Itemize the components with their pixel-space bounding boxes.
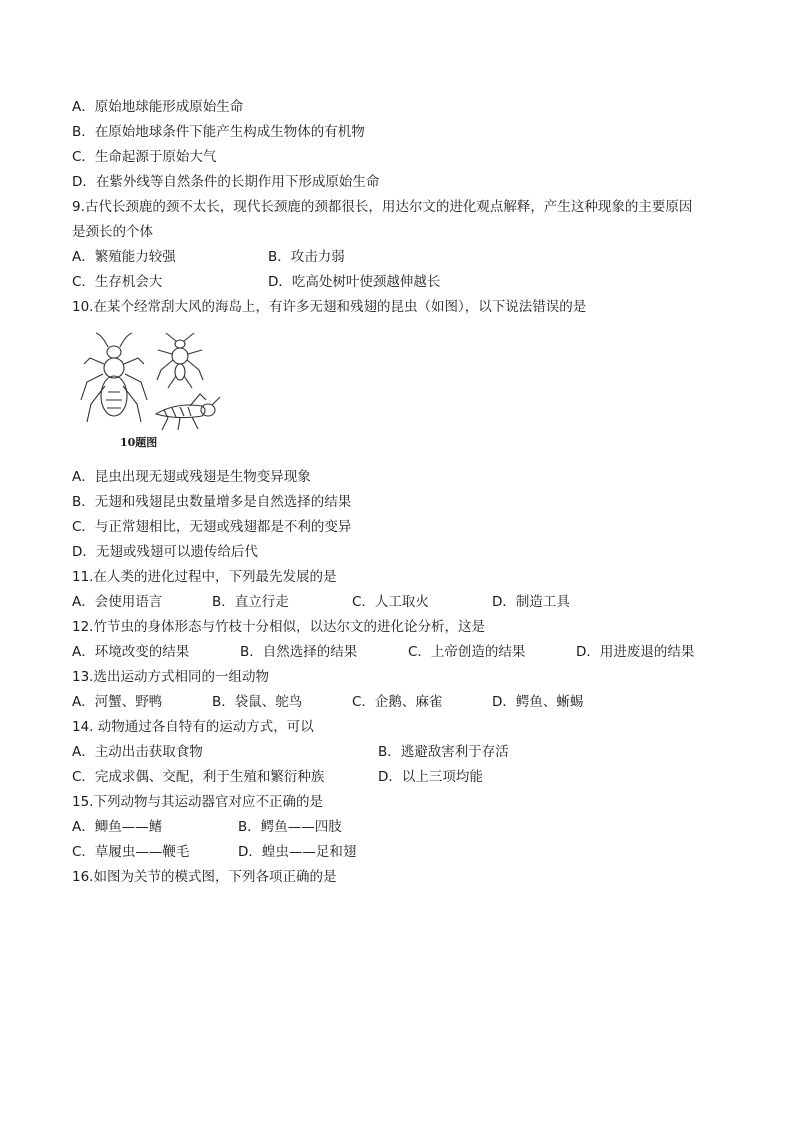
q13-option-b: B．袋鼠、鸵鸟 [212, 694, 303, 710]
q9-option-b: B．攻击力弱 [268, 249, 345, 265]
q13-option-a: A．河蟹、野鸭 [72, 694, 163, 710]
q12-option-b: B．自然选择的结果 [240, 644, 358, 660]
q8-option-a: A．原始地球能形成原始生命 [72, 99, 244, 115]
q12-option-d: D．用进废退的结果 [576, 644, 695, 660]
q14-stem: 14. 动物通过各自特有的运动方式，可以 [72, 719, 314, 735]
q15-stem: 15.下列动物与其运动器官对应不正确的是 [72, 794, 323, 810]
q13-option-c: C．企鹅、麻雀 [352, 694, 443, 710]
q15-option-c: C．草履虫——鞭毛 [72, 844, 190, 860]
q10-option-c: C．与正常翅相比，无翅或残翅都是不利的变异 [72, 519, 352, 535]
q9-stem-line1: 9.古代长颈鹿的颈不太长，现代长颈鹿的颈都很长，用达尔文的进化观点解释，产生这种现象的主要原因 [72, 199, 693, 215]
q11-stem: 11.在人类的进化过程中，下列最先发展的是 [72, 569, 337, 585]
q10-option-b: B．无翅和残翅昆虫数量增多是自然选择的结果 [72, 494, 352, 510]
insect-figure [72, 330, 222, 454]
figure-caption: 10题图 [120, 436, 158, 449]
q15-option-b: B．鳄鱼——四肢 [238, 819, 342, 835]
q8-option-c: C．生命起源于原始大气 [72, 149, 217, 165]
q10-option-a: A．昆虫出现无翅或残翅是生物变异现象 [72, 469, 311, 485]
q12-option-a: A．环境改变的结果 [72, 644, 190, 660]
q12-stem: 12.竹节虫的身体形态与竹枝十分相似，以达尔文的进化论分析，这是 [72, 619, 485, 635]
q9-stem-line2: 是颈长的个体 [72, 224, 153, 240]
q10-option-d: D．无翅或残翅可以遗传给后代 [72, 544, 258, 560]
q14-option-b: B．逃避敌害利于存活 [378, 744, 509, 760]
q15-option-d: D．蝗虫——足和翅 [238, 844, 357, 860]
q14-option-c: C．完成求偶、交配，利于生殖和繁衍种族 [72, 769, 325, 785]
q16-stem: 16.如图为关节的模式图，下列各项正确的是 [72, 869, 337, 885]
q11-option-c: C．人工取火 [352, 594, 429, 610]
q13-option-d: D．鳄鱼、蜥蜴 [492, 694, 584, 710]
q9-option-c: C．生存机会大 [72, 274, 163, 290]
q8-option-d: D．在紫外线等自然条件的长期作用下形成原始生命 [72, 174, 380, 190]
q10-stem: 10.在某个经常刮大风的海岛上，有许多无翅和残翅的昆虫（如图），以下说法错误的是 [72, 299, 587, 315]
q13-stem: 13.选出运动方式相同的一组动物 [72, 669, 269, 685]
q11-option-d: D．制造工具 [492, 594, 570, 610]
q9-option-d: D．吃高处树叶使颈越伸越长 [268, 274, 441, 290]
q11-option-b: B．直立行走 [212, 594, 289, 610]
q14-option-d: D．以上三项均能 [378, 769, 483, 785]
q12-option-c: C．上帝创造的结果 [408, 644, 526, 660]
q14-option-a: A．主动出击获取食物 [72, 744, 203, 760]
q11-option-a: A．会使用语言 [72, 594, 163, 610]
q8-option-b: B．在原始地球条件下能产生构成生物体的有机物 [72, 124, 365, 140]
q15-option-a: A．鲫鱼——鳍 [72, 819, 163, 835]
insects-illustration [72, 330, 222, 434]
q9-option-a: A．繁殖能力较强 [72, 249, 176, 265]
